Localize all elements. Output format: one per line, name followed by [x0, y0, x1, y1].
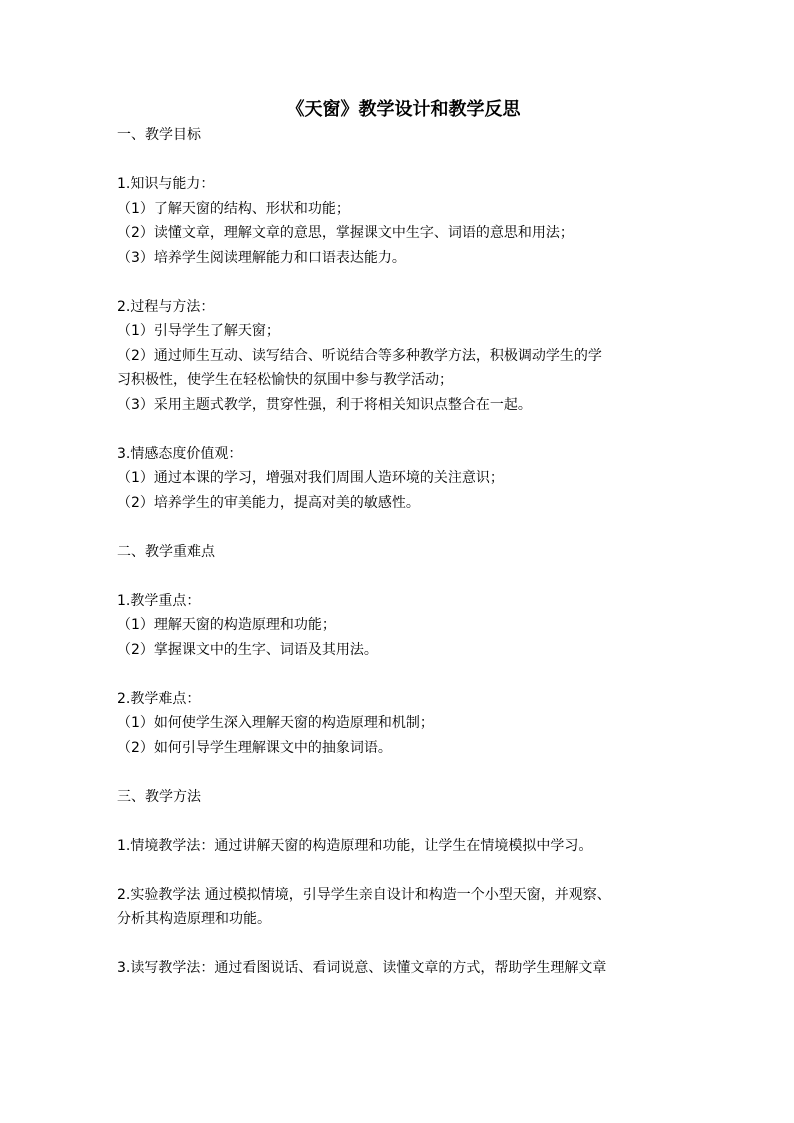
method-item: 2.实验教学法 通过模拟情境，引导学生亲自设计和构造一个小型天窗，并观察、	[117, 886, 611, 903]
list-item: （1）了解天窗的结构、形状和功能；	[117, 200, 350, 217]
list-item: （2）通过师生互动、读写结合、听说结合等多种教学方法，积极调动学生的学	[117, 347, 602, 364]
list-item: （3）采用主题式教学，贯穿性强，利于将相关知识点整合在一起。	[117, 396, 532, 413]
list-item: （1）理解天窗的构造原理和功能；	[117, 617, 336, 633]
blank-line	[117, 417, 682, 442]
blank-line	[117, 270, 682, 295]
blank-line	[117, 858, 682, 883]
method-item: 1.情境教学法：通过讲解天窗的构造原理和功能，让学生在情境模拟中学习。	[117, 837, 593, 854]
list-item-continuation: 习积极性，使学生在轻松愉快的氛围中参与教学活动；	[117, 372, 453, 388]
list-item: （2）读懂文章，理解文章的意思，掌握课文中生字、词语的意思和用法；	[117, 225, 574, 241]
subheading-values: 3.情感态度价值观：	[117, 445, 243, 462]
method-item-continuation: 分析其构造原理和功能。	[117, 911, 271, 927]
list-item: （2）培养学生的审美能力，提高对美的敏感性。	[117, 494, 420, 511]
blank-line	[117, 515, 682, 540]
subheading-knowledge-ability: 1.知识与能力：	[117, 176, 215, 192]
subheading-key-points: 1.教学重点：	[117, 592, 201, 609]
blank-line	[117, 662, 682, 687]
subheading-process-method: 2.过程与方法：	[117, 298, 215, 315]
method-item: 3.读写教学法：通过看图说话、看词说意、读懂文章的方式，帮助学生理解文章	[117, 960, 607, 976]
blank-line	[117, 809, 682, 834]
blank-line	[117, 760, 682, 785]
document-title: 《天窗》教学设计和教学反思	[286, 99, 521, 120]
section-heading-key-points: 二、教学重难点	[117, 543, 215, 560]
blank-line	[117, 932, 682, 957]
list-item: （2）掌握课文中的生字、词语及其用法。	[117, 641, 378, 658]
section-heading-objectives: 一、教学目标	[117, 127, 201, 143]
blank-line	[117, 564, 682, 589]
list-item: （2）如何引导学生理解课文中的抽象词语。	[117, 739, 392, 756]
list-item: （1）引导学生了解天窗；	[117, 323, 280, 339]
subheading-difficulties: 2.教学难点：	[117, 690, 201, 707]
list-item: （3）培养学生阅读理解能力和口语表达能力。	[117, 249, 406, 266]
list-item: （1）通过本课的学习，增强对我们周围人造环境的关注意识；	[117, 470, 504, 486]
document-body	[117, 97, 682, 981]
blank-line	[117, 148, 682, 173]
list-item: （1）如何使学生深入理解天窗的构造原理和机制；	[117, 715, 434, 731]
section-heading-methods: 三、教学方法	[117, 788, 201, 805]
